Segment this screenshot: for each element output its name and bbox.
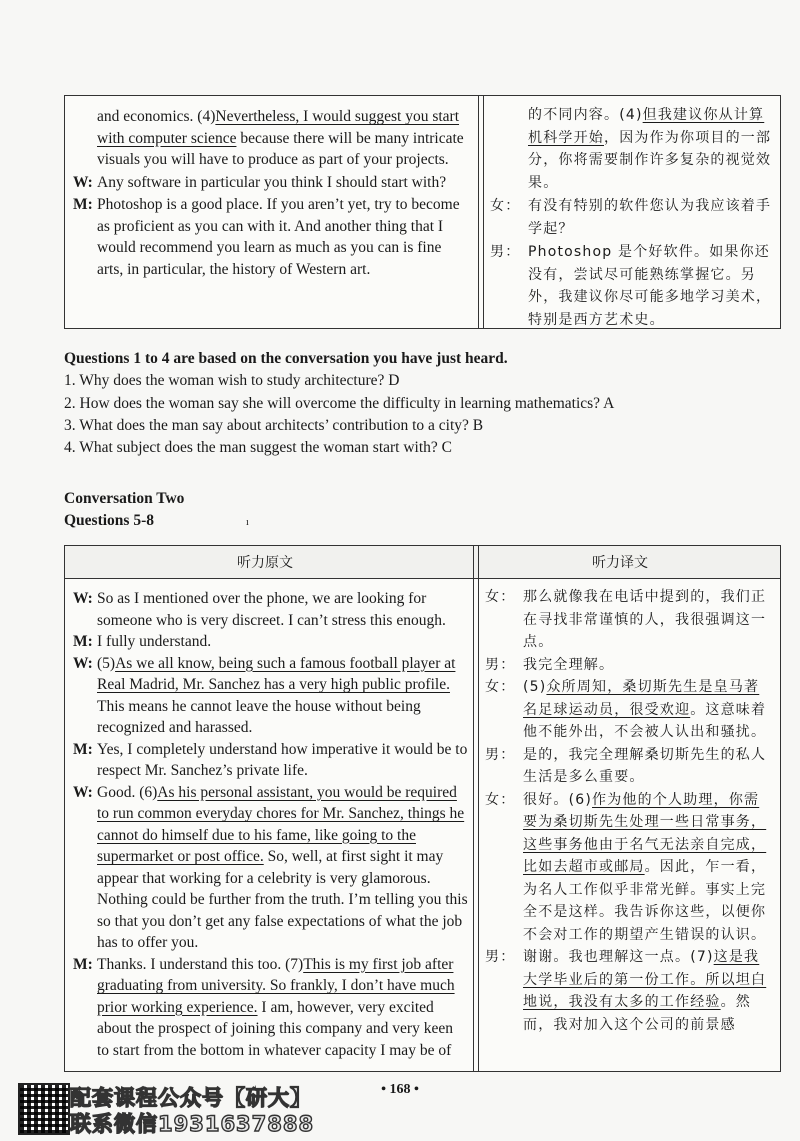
- text-segment: 谢谢。我也理解这一点。(7): [523, 949, 714, 965]
- transcript-table-1: [64, 95, 781, 329]
- text-segment: Thanks. I understand this too. (7): [97, 955, 304, 973]
- underlined-text: As his personal assistant, you would be required to run common everyday chores for Mr. Sanchez, things he cannot do himself due to his fame, like going to the supermarket or post office.: [97, 783, 465, 865]
- text-segment: I fully understand.: [97, 633, 212, 650]
- english-transcript: [73, 106, 471, 280]
- dialogue-turn: [73, 739, 468, 782]
- question-1: 1. Why does the woman wish to study architecture? D: [64, 372, 400, 389]
- stray-mark: ı: [246, 517, 249, 528]
- dialogue-turn: [485, 676, 771, 744]
- speaker-label: 女：: [485, 589, 516, 605]
- question-3: 3. What does the man say about architects’ contribution to a city? B: [64, 417, 484, 434]
- text-segment: I am, however, very excited about the prospect of joining this company and very keen to start from the bottom in whatever capacity I may be of: [97, 998, 453, 1059]
- text-segment: 有没有特别的软件您认为我应该着手学起？: [528, 198, 772, 237]
- text-segment: 的不同内容。(4): [528, 107, 643, 123]
- column-divider-inner: [478, 546, 479, 1071]
- text-segment: ，因为作为你项目的一部分，你将需要制作许多复杂的视觉效果。: [528, 129, 772, 191]
- text-segment: 。因此，乍一看，为名人工作似乎非常光鲜。事实上完全不是这样。我告诉你这些，以便你不会对工作的期望产生错误的认识。: [523, 859, 767, 943]
- speaker-label: 女：: [490, 198, 521, 214]
- header-original: 听力原文: [237, 555, 293, 571]
- dialogue-turn: [73, 653, 468, 739]
- speaker-label: 男：: [485, 949, 516, 965]
- underlined-text: As we all know, being such a famous football player at Real Madrid, Mr. Sanchez has a very high public profile.: [97, 654, 456, 693]
- dialogue-turn: [490, 241, 772, 331]
- column-divider-inner: [483, 96, 484, 328]
- transcript-table-2: [64, 545, 781, 1072]
- speaker-label: 女：: [485, 679, 516, 695]
- text-segment: 。这意味着他不能外出，不会被人认出和骚扰。: [523, 701, 767, 740]
- text-segment: Any software in particular you think I should start with?: [97, 173, 447, 191]
- speaker-label: W:: [73, 173, 93, 191]
- watermark-line-2: 联系微信1931637888: [70, 1112, 315, 1136]
- speaker-label: 男：: [485, 746, 516, 763]
- chinese-translation: [490, 104, 772, 331]
- speaker-label: 男：: [490, 244, 521, 260]
- dialogue-turn: [485, 744, 771, 789]
- speaker-label: 女：: [485, 791, 516, 808]
- speaker-label: W:: [73, 590, 93, 607]
- text-segment: and economics. (4): [97, 108, 216, 125]
- speaker-label: 男：: [485, 656, 516, 673]
- dialogue-turn: [485, 654, 771, 677]
- text-segment: So as I mentioned over the phone, we are looking for someone who is very discreet. I can’t stress this enough.: [97, 590, 446, 629]
- text-segment: Photoshop 是个好软件。如果你还没有，尝试尽可能熟练掌握它。另外，我建议你尽可能多地学习美术，特别是西方艺术史。: [528, 244, 772, 328]
- text-segment: Yes, I completely understand how imperative it would be to respect Mr. Sanchez’s private life.: [97, 740, 468, 779]
- text-segment: 我完全理解。: [523, 656, 615, 673]
- dialogue-turn: [490, 195, 772, 240]
- speaker-label: M:: [73, 955, 93, 973]
- header-translation: 听力译文: [592, 555, 648, 571]
- english-transcript: [73, 588, 468, 1061]
- speaker-label: W:: [73, 654, 93, 672]
- text-segment: This means he cannot leave the house without being recognized and harassed.: [97, 697, 421, 736]
- speaker-label: W:: [73, 783, 93, 801]
- underlined-text: 这是我大学毕业后的第一份工作。所以坦白地说，我没有太多的工作经验: [523, 949, 767, 1010]
- page-number: • 168 •: [381, 1082, 419, 1097]
- column-divider: [473, 546, 474, 1071]
- underlined-text: 作为他的个人助理，你需要为桑切斯先生处理一些日常事务，这些事务他由于名气无法亲自完成，比如去超市或邮局: [523, 791, 767, 875]
- text-segment: 那么就像我在电话中提到的，我们正在寻找非常谨慎的人，我很强调这一点。: [523, 589, 767, 650]
- table-header-row: [65, 546, 780, 579]
- dialogue-turn: [485, 586, 771, 654]
- questions-heading: Questions 1 to 4 are based on the conversation you have just heard.: [64, 350, 508, 367]
- text-segment: 很好。(6): [523, 791, 593, 808]
- questions-range: Questions 5-8: [64, 512, 154, 529]
- dialogue-turn: [73, 194, 471, 280]
- dialogue-turn: [73, 588, 468, 631]
- dialogue-turn: [490, 104, 772, 194]
- dialogue-turn: [73, 954, 468, 1062]
- underlined-text: 但我建议你从计算机科学开始: [528, 107, 765, 146]
- text-segment: (5): [523, 679, 547, 695]
- dialogue-turn: [485, 946, 771, 1036]
- column-divider: [478, 96, 479, 328]
- question-2: 2. How does the woman say she will overcome the difficulty in learning mathematics? A: [64, 395, 615, 412]
- speaker-label: M:: [73, 196, 93, 213]
- speaker-label: M:: [73, 740, 93, 758]
- underlined-text: This is my first job after graduating from university. So frankly, I don’t have much prior working experience.: [97, 955, 455, 1016]
- text-segment: Good. (6): [97, 783, 158, 801]
- qr-code-icon: [18, 1083, 70, 1135]
- dialogue-turn: [73, 106, 471, 171]
- underlined-text: 众所周知，桑切斯先生是皇马著名足球运动员，很受欢迎: [523, 679, 760, 718]
- dialogue-turn: [73, 631, 468, 653]
- text-segment: Photoshop is a good place. If you aren’t yet, try to become as proficient as you can with it. And another thing that I would recommend you learn as much as you can is fine arts, in particular, the history of Western art.: [97, 196, 460, 278]
- underlined-text: Nevertheless, I would suggest you start with computer science: [97, 108, 460, 147]
- dialogue-turn: [73, 782, 468, 954]
- speaker-label: M:: [73, 633, 93, 650]
- text-segment: 。然而，我对加入这个公司的前景感: [523, 994, 752, 1033]
- question-4: 4. What subject does the man suggest the woman start with? C: [64, 439, 452, 456]
- text-segment: because there will be many intricate visuals you will have to produce as part of your projects.: [97, 129, 464, 168]
- text-segment: 是的，我完全理解桑切斯先生的私人生活是多么重要。: [523, 746, 767, 785]
- conversation-title: Conversation Two: [64, 490, 185, 507]
- dialogue-turn: [485, 789, 771, 947]
- watermark-line-1: 配套课程公众号【研大】: [70, 1086, 312, 1110]
- text-segment: So, well, at first sight it may appear that working for a celebrity is very glamorous. Nothing could be further from the truth. I’m telling you this so that you don’t get any false expectations of what the job has to offer you.: [97, 848, 468, 951]
- dialogue-turn: [73, 172, 471, 194]
- text-segment: (5): [97, 654, 116, 672]
- chinese-translation: [485, 586, 771, 1036]
